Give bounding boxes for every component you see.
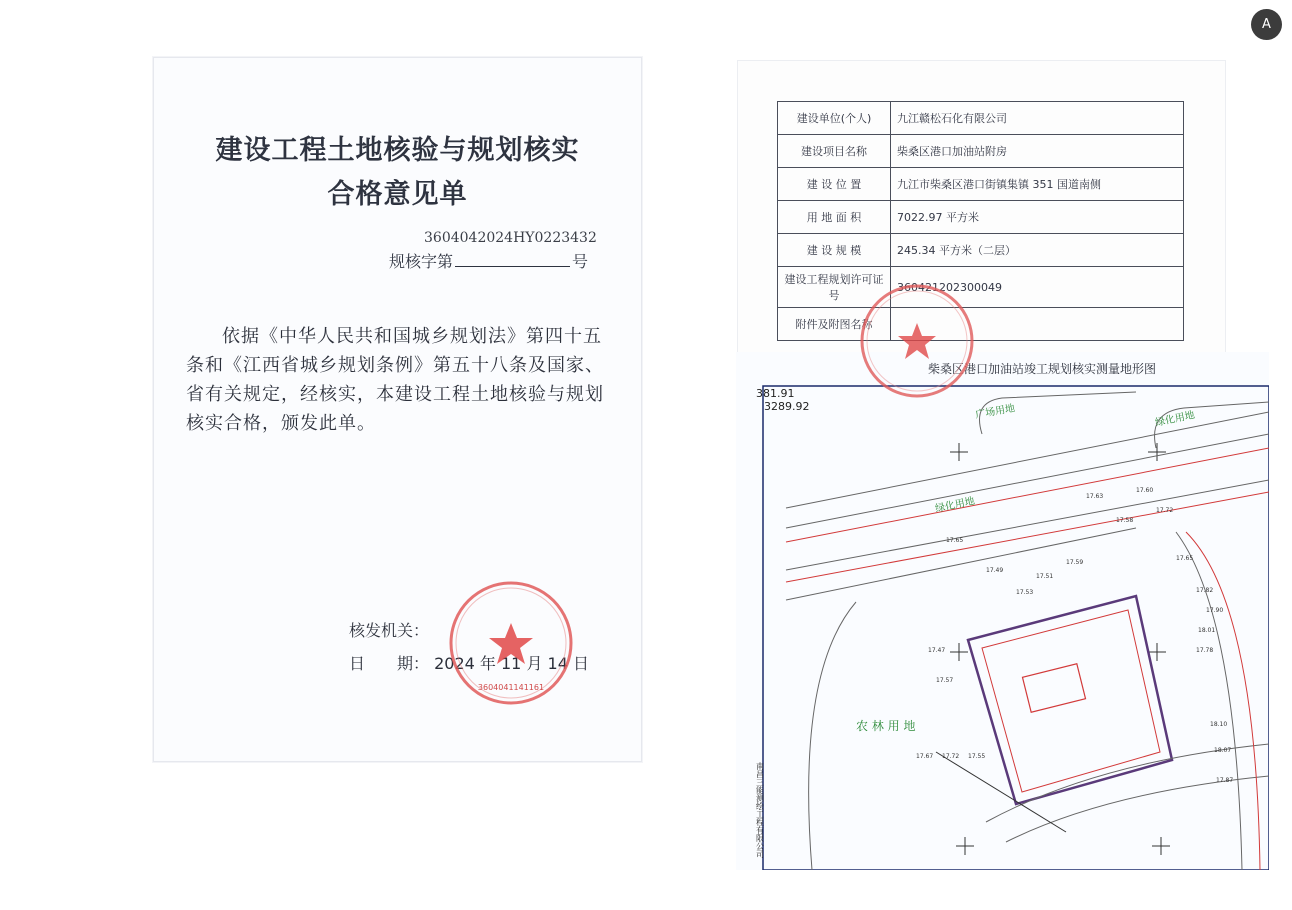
official-seal-right [855, 283, 979, 401]
spot-height: 17.67 [916, 753, 934, 760]
row-value: 7022.97 平方米 [891, 201, 1184, 234]
map-label-square: 广场用地 [974, 403, 1016, 421]
project-info-table [777, 101, 1184, 341]
row-key: 建设项目名称 [778, 135, 891, 168]
number-suffix: 号 [572, 252, 589, 271]
spot-height: 17.60 [1136, 487, 1154, 494]
certificate-number-line [389, 249, 588, 272]
row-key: 附件及附图名称 [778, 308, 891, 341]
spot-height: 17.65 [946, 537, 964, 544]
row-value: 245.34 平方米（二层） [891, 234, 1184, 267]
row-key: 建设工程规划许可证号 [778, 267, 891, 308]
row-key: 建 设 位 置 [778, 168, 891, 201]
spot-height: 18.01 [1198, 627, 1216, 634]
spot-height: 17.58 [1116, 517, 1134, 524]
table-row [778, 135, 1184, 168]
spot-height: 17.47 [928, 647, 946, 654]
spot-height: 17.72 [942, 753, 960, 760]
row-key: 建设单位(个人) [778, 102, 891, 135]
map-drawing [736, 352, 1269, 870]
spot-height: 17.57 [936, 677, 954, 684]
certificate-title-line2: 合格意见单 [327, 179, 468, 210]
spot-height: 17.63 [1086, 493, 1104, 500]
map-label-green1: 绿化用地 [934, 495, 976, 515]
table-row [778, 168, 1184, 201]
certificate-body: 依据《中华人民共和国城乡规划法》第四十五条和《江西省城乡规划条例》第五十八条及国家、省有关规定，经核实，本建设工程土地核验与规划核实合格，颁发此单。 [186, 326, 604, 434]
date-label: 日 期： [349, 654, 430, 673]
issuer-label: 核发机关： [349, 621, 430, 640]
seal-number: 3604041141161 [477, 683, 545, 692]
table-row [778, 308, 1184, 341]
viewer-corner-icon[interactable]: A [1251, 9, 1282, 40]
row-value: 柴桑区港口加油站附房 [891, 135, 1184, 168]
spot-height: 17.82 [1196, 587, 1214, 594]
map-label-green2: 绿化用地 [1154, 409, 1196, 429]
table-row [778, 267, 1184, 308]
survey-map [736, 352, 1269, 870]
map-coord-y: 3289.92 [764, 400, 810, 413]
row-value: 360421202300049 [891, 267, 1184, 308]
spot-height: 17.87 [1216, 777, 1234, 784]
map-coord-x: 381.91 [756, 387, 795, 400]
table-row [778, 201, 1184, 234]
number-blank [455, 252, 570, 267]
spot-height: 17.72 [1156, 507, 1174, 514]
row-key: 用 地 面 积 [778, 201, 891, 234]
row-value: 九江赣松石化有限公司 [891, 102, 1184, 135]
spot-height: 17.59 [1066, 559, 1084, 566]
spot-height: 17.78 [1196, 647, 1214, 654]
spot-height: 17.90 [1206, 607, 1224, 614]
spot-height: 17.51 [1036, 573, 1054, 580]
certificate-title-line1: 建设工程土地核验与规划核实 [215, 135, 580, 166]
table-row [778, 102, 1184, 135]
map-side-text: 南昌三能测绘工程有限公司 [755, 762, 765, 858]
spot-height: 18.07 [1214, 747, 1232, 754]
certificate-code: 3604042024HY0223432 [424, 230, 597, 246]
date-value: 2024 年 11 月 14 日 [434, 654, 589, 673]
map-label-forest: 农 林 用 地 [856, 719, 916, 733]
map-title: 柴桑区港口加油站竣工规划核实测量地形图 [928, 362, 1157, 376]
row-key: 建 设 规 模 [778, 234, 891, 267]
spot-height: 18.10 [1210, 721, 1228, 728]
official-seal-left [446, 578, 576, 708]
row-value: 九江市柴桑区港口街镇集镇 351 国道南侧 [891, 168, 1184, 201]
spot-height: 17.55 [968, 753, 986, 760]
number-prefix: 规核字第 [389, 252, 454, 271]
spot-height: 17.65 [1176, 555, 1194, 562]
spot-height: 17.49 [986, 567, 1004, 574]
spot-height: 17.53 [1016, 589, 1034, 596]
table-row [778, 234, 1184, 267]
